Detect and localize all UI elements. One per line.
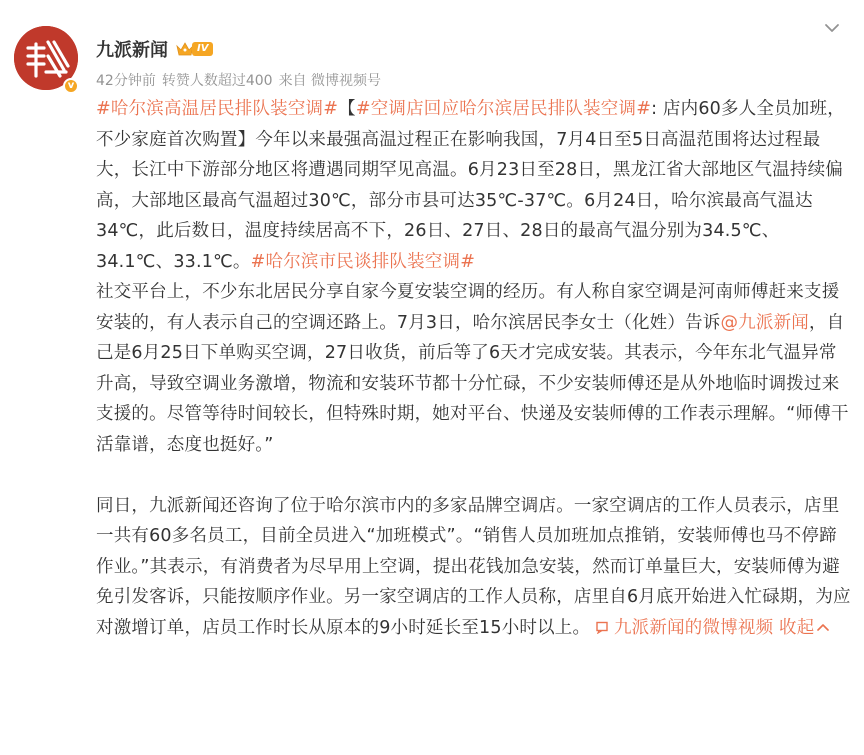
topic-link[interactable]: #空调店回应哈尔滨居民排队装空调# [355,99,652,119]
mention-link[interactable]: @九派新闻 [720,312,809,333]
author-name[interactable]: 九派新闻 [96,40,168,61]
video-link[interactable] [596,618,773,638]
post-time[interactable]: 42分钟前 [96,73,156,89]
author-row [96,36,213,62]
paragraph-text: ，自己是6月25日下单购买空调，27日收货，前后等了6天才完成安装。其表示，今年东北气温异常升高，导致空调业务激增，物流和安装环节都十分忙碌，不少安装师傅还是从外地临时调拨过来支援的。尽管等待时间较长，但特殊时期，她对平台、快递及安装师傅的工作表示理解。“师傅干活靠谱，态度也挺好。” [96,312,849,455]
post-paragraph-1 [96,94,852,277]
headline-text: : 店内60多人全员加班，不少家庭首次购置】 [96,99,845,150]
level-badge[interactable] [176,40,213,58]
post-source[interactable]: 来自 微博视频号 [278,73,382,89]
topic-link[interactable]: #哈尔滨市民谈排队装空调# [250,251,476,272]
paragraph-text: 今年以来最强高温过程正在影响我国，7月4日至5日高温范围将达过程最大，长江中下游部分地区将遭遇同期罕见高温。6月23日至28日，黑龙江省大部地区气温持续偏高，大部地区最高气温超过30℃，部分市县可达35℃-37℃。6月24日，哈尔滨最高气温达34℃，此后数日，温度持续居高不下，26日、27日、28日的最高气温分别为34.5℃、34.1℃、33.1℃。 [96,129,843,272]
collapse-label: 收起 [779,617,815,638]
post-meta [96,70,381,90]
post-paragraph-2 [96,277,852,460]
bracket-open: 【 [338,99,356,119]
post-paragraph-3 [96,491,852,644]
verified-badge: v [63,78,79,94]
repost-count: 转赞人数超过400 [161,73,273,89]
chevron-down-icon[interactable] [822,18,842,38]
chevron-up-icon [817,623,829,631]
level-tag: IV [192,42,213,56]
paragraph-text: 同日，九派新闻还咨询了位于哈尔滨市内的多家品牌空调店。一家空调店的工作人员表示，店里一共有60多名员工，目前全员进入“加班模式”。“销售人员加班加点推销，安装师傅也马不停蹄作业。”其表示，有消费者为尽早用上空调，提出花钱加急安装，然而订单量巨大，安装师傅为避免引发客诉，只能按顺序作业。另一家空调店的工作人员称，店里自6月底开始进入忙碌期，为应对激增订单，店员工作时长从原本的9小时延长至15小时以上。 [96,495,851,638]
post-content [96,94,852,643]
collapse-button[interactable] [779,618,829,638]
paragraph-gap [96,460,852,491]
video-link-label: 九派新闻的微博视频 [613,617,774,638]
video-link-icon [596,621,612,634]
topic-link[interactable]: #哈尔滨高温居民排队装空调# [96,99,339,119]
paragraph-text: 社交平台上，不少东北居民分享自家今夏安装空调的经历。有人称自家空调是河南师傅赶来支援安装的，有人表示自己的空调还路上。7月3日，哈尔滨居民李女士（化姓）告诉 [96,282,840,333]
